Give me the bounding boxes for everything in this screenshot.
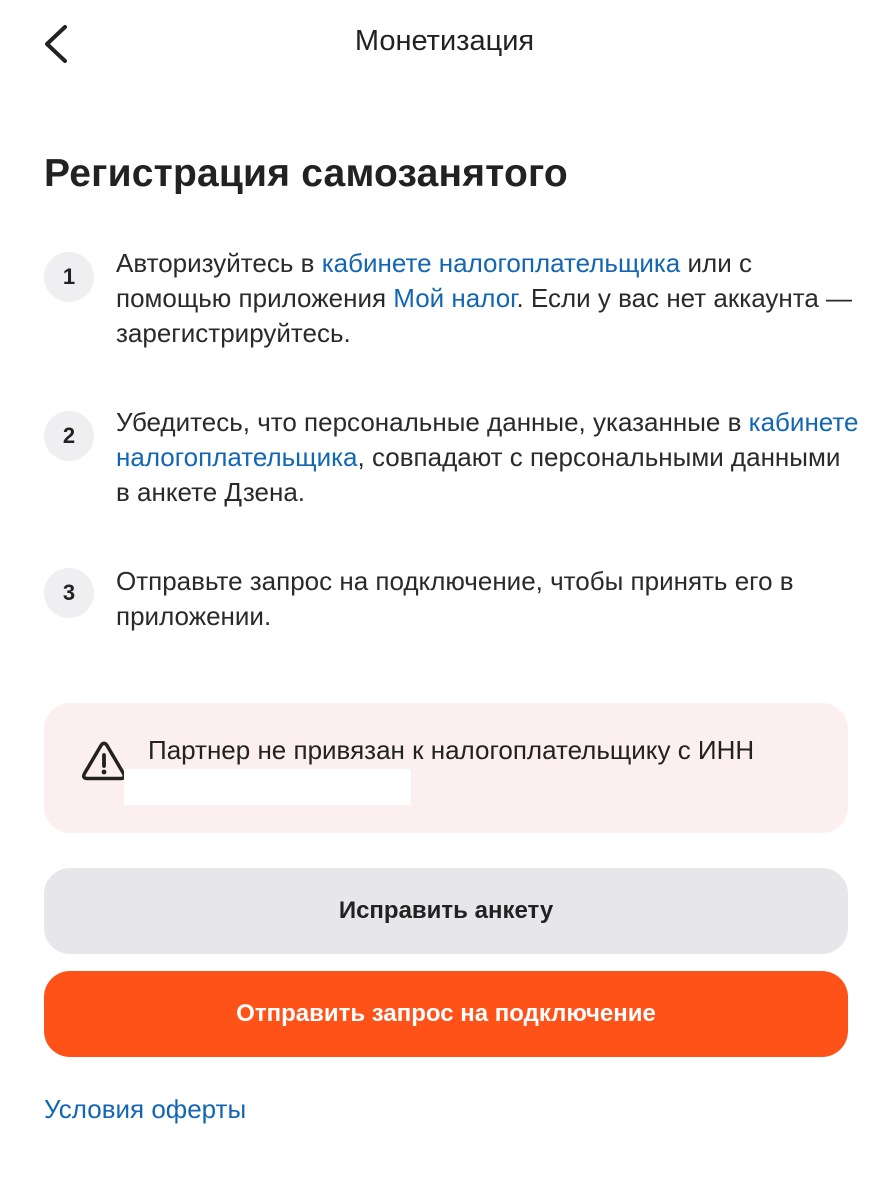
step-text [116,405,861,510]
offer-terms-link[interactable]: Условия оферты [44,1094,247,1124]
step-number-badge: 2 [44,411,94,461]
step-3 [44,564,864,639]
step-text-part: Убедитесь, что персональные данные, указанные в [116,407,749,437]
step-text [116,246,861,351]
step-text-part: , совпадают с персональными данными в анкете Дзена. [116,442,841,507]
step-text-part: Авторизуйтесь в [116,248,322,278]
alert-message: Партнер не привязан к налогоплательщику с ИНН [148,735,755,765]
send-request-button[interactable]: Отправить запрос на подключение [44,971,848,1057]
header-title: Монетизация [354,25,535,57]
my-tax-app-link[interactable]: Мой налог [393,283,517,313]
step-number-badge: 1 [44,252,94,302]
step-text-part: Отправьте запрос на подключение, чтобы принять его в приложении. [116,566,794,631]
redacted-inn [124,769,411,805]
warning-icon [80,737,128,785]
taxpayer-cabinet-link[interactable]: кабинете налогоплательщика [116,407,859,472]
step-number-badge: 3 [44,568,94,618]
fix-profile-button[interactable]: Исправить анкету [44,868,848,954]
taxpayer-cabinet-link[interactable]: кабинете налогоплательщика [321,248,681,278]
step-1 [44,246,864,356]
step-text [116,564,861,634]
page-title: Регистрация самозанятого [44,152,568,195]
step-text-part: . Если у вас нет аккаунта — зарегистрируйтесь. [116,283,853,348]
top-bar [0,0,889,88]
error-alert [44,703,848,833]
step-text-part: или с помощью приложения [116,248,752,313]
step-2 [44,405,864,515]
